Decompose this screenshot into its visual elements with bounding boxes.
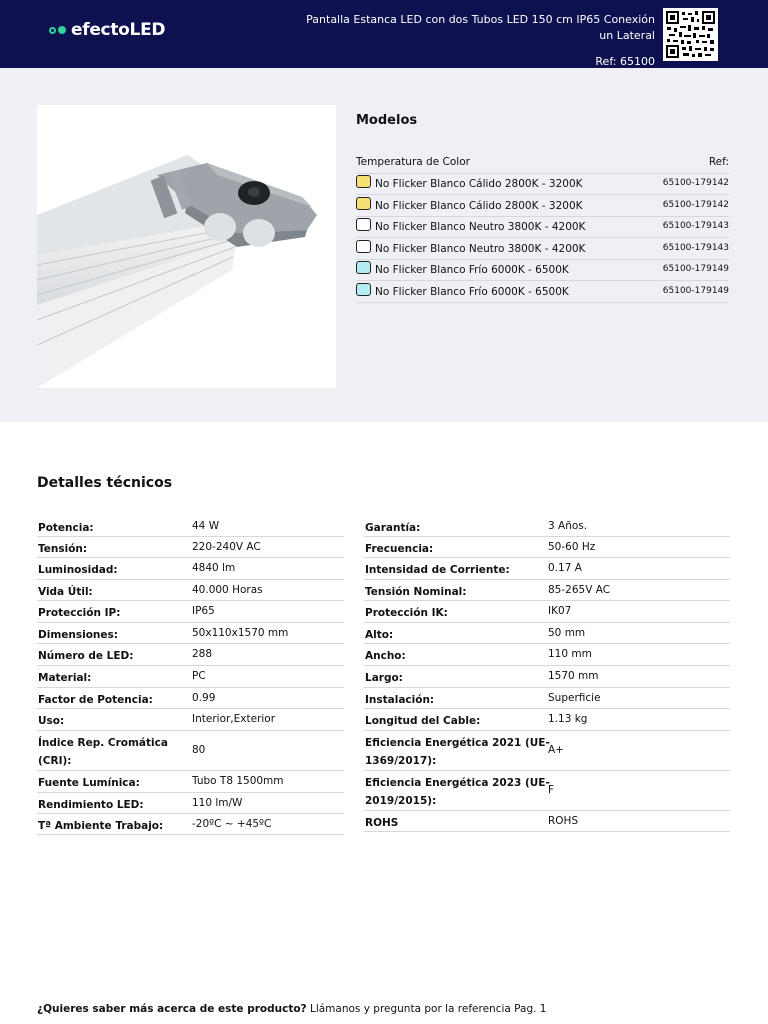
spec-label-line: Fuente Lumínica: xyxy=(38,777,140,789)
model-row[interactable] xyxy=(356,173,729,195)
model-name: No Flicker Blanco Cálido 2800K - 3200K xyxy=(375,200,583,212)
spec-value: Superficie xyxy=(548,691,601,704)
spec-row xyxy=(364,643,730,666)
spec-label xyxy=(38,734,168,770)
model-name: No Flicker Blanco Cálido 2800K - 3200K xyxy=(375,178,583,190)
spec-row xyxy=(364,515,730,537)
details-title: Detalles técnicos xyxy=(37,475,173,491)
spec-label-line: Tensión: xyxy=(38,542,88,555)
spec-row xyxy=(364,557,730,580)
spec-label xyxy=(38,561,118,579)
header xyxy=(0,0,768,68)
spec-value: IP65 xyxy=(192,605,215,617)
models-title: Modelos xyxy=(356,113,418,128)
spec-label xyxy=(38,669,91,687)
spec-row xyxy=(37,557,344,580)
spec-row xyxy=(37,708,344,731)
spec-label xyxy=(38,626,118,644)
spec-value: 110 lm/W xyxy=(192,796,243,809)
spec-value: PC xyxy=(192,670,206,682)
brand-logo[interactable] xyxy=(49,20,165,40)
color-swatch xyxy=(356,175,371,188)
models-col-color: Temperatura de Color xyxy=(356,156,470,168)
spec-label-line: Tª Ambiente Trabajo: xyxy=(38,819,164,832)
spec-label-line: Tensión Nominal: xyxy=(365,585,467,598)
spec-value: IK07 xyxy=(548,605,572,617)
model-ref: 65100-179149 xyxy=(662,264,729,274)
color-swatch xyxy=(356,283,371,296)
model-name: No Flicker Blanco Frío 6000K - 6500K xyxy=(375,286,569,298)
spec-label-line: (CRI): xyxy=(38,755,72,767)
spec-row xyxy=(364,730,730,771)
spec-label-line: Instalación: xyxy=(365,693,435,706)
spec-label xyxy=(38,540,87,558)
spec-row xyxy=(364,687,730,709)
spec-row xyxy=(37,687,344,709)
models-col-ref: Ref: xyxy=(708,156,729,168)
spec-row xyxy=(37,730,344,771)
spec-value: 0.99 xyxy=(192,691,216,704)
spec-label xyxy=(365,712,480,730)
spec-row xyxy=(37,770,344,793)
spec-label-line: 1369/2017): xyxy=(365,755,437,767)
color-swatch xyxy=(356,218,371,231)
spec-row xyxy=(37,515,344,537)
spec-label-line: Alto: xyxy=(365,628,394,641)
model-ref: 65100-179142 xyxy=(662,178,729,188)
model-ref: 65100-179149 xyxy=(662,286,729,296)
logo-dots-icon xyxy=(49,26,66,34)
spec-label xyxy=(38,519,94,537)
spec-label-line: Largo: xyxy=(365,672,403,684)
spec-label-line: Uso: xyxy=(38,715,65,727)
spec-value: 3 Años. xyxy=(548,519,588,532)
qr-code-icon xyxy=(663,8,718,61)
model-name: No Flicker Blanco Frío 6000K - 6500K xyxy=(375,264,569,276)
spec-label xyxy=(365,774,550,810)
spec-label xyxy=(365,583,466,601)
spec-value: 40.000 Horas xyxy=(192,583,263,596)
spec-label-line: Material: xyxy=(38,672,92,684)
model-ref: 65100-179143 xyxy=(662,243,729,253)
spec-label xyxy=(365,604,448,622)
model-name: No Flicker Blanco Neutro 3800K - 4200K xyxy=(375,221,586,233)
spec-label xyxy=(38,712,64,730)
spec-value: -20ºC ~ +45ºC xyxy=(192,817,272,830)
spec-row xyxy=(37,665,344,688)
footer-question: ¿Quieres saber más acerca de este producto? xyxy=(37,1003,307,1015)
spec-label-line: Frecuencia: xyxy=(365,542,434,555)
spec-row xyxy=(37,579,344,601)
spec-label-line: Factor de Potencia: xyxy=(38,693,153,706)
spec-value: 50 mm xyxy=(548,626,586,639)
spec-value: 4840 lm xyxy=(192,562,236,574)
model-row[interactable] xyxy=(356,216,729,238)
spec-value: 44 W xyxy=(192,519,220,532)
color-swatch xyxy=(356,197,371,210)
spec-row xyxy=(37,792,344,814)
spec-label-line: Garantía: xyxy=(365,521,421,534)
spec-label-line: Número de LED: xyxy=(38,650,134,662)
spec-label-line: Protección IP: xyxy=(38,607,121,619)
spec-label-line: Índice Rep. Cromática xyxy=(38,737,168,749)
spec-row xyxy=(37,813,344,835)
spec-row xyxy=(364,708,730,731)
spec-row xyxy=(37,536,344,558)
spec-value: 1.13 kg xyxy=(548,713,588,725)
spec-row xyxy=(364,622,730,644)
spec-label xyxy=(38,796,144,814)
spec-label xyxy=(38,691,153,709)
spec-value: 1570 mm xyxy=(548,670,599,682)
color-swatch xyxy=(356,240,371,253)
spec-label xyxy=(365,561,510,579)
spec-label-line: 2019/2015): xyxy=(365,795,437,807)
spec-label xyxy=(365,540,433,558)
product-image xyxy=(37,105,336,388)
models-header xyxy=(356,156,729,174)
spec-label-line: Dimensiones: xyxy=(38,628,118,641)
spec-value: 288 xyxy=(192,648,213,660)
spec-label xyxy=(365,626,393,644)
spec-label xyxy=(38,817,163,835)
spec-label xyxy=(38,604,120,622)
spec-label-line: Rendimiento LED: xyxy=(38,798,144,811)
spec-label-line: Vida Útil: xyxy=(38,585,93,598)
spec-row xyxy=(37,600,344,623)
spec-row xyxy=(364,665,730,688)
spec-label xyxy=(38,583,93,601)
spec-label-line: Intensidad de Corriente: xyxy=(365,564,510,576)
spec-label xyxy=(38,774,140,792)
spec-value: 110 mm xyxy=(548,648,592,660)
model-row[interactable] xyxy=(356,238,729,260)
spec-value: 50x110x1570 mm xyxy=(192,626,289,639)
model-row[interactable] xyxy=(356,259,729,281)
spec-value: 85-265V AC xyxy=(548,583,611,596)
spec-row xyxy=(364,600,730,623)
spec-row xyxy=(37,643,344,666)
spec-row xyxy=(364,536,730,558)
product-title: Pantalla Estanca LED con dos Tubos LED 150 cm IP65 Conexión un Lateral xyxy=(306,13,655,42)
footer-text: Llámanos y pregunta por la referencia Pag. 1 xyxy=(306,1003,547,1015)
spec-value: F xyxy=(548,784,555,796)
spec-value: A+ xyxy=(548,744,564,756)
spec-label xyxy=(38,647,133,665)
spec-label xyxy=(365,734,550,770)
brand-name: efectoLED xyxy=(71,20,166,40)
spec-label-line: Longitud del Cable: xyxy=(365,715,481,727)
spec-row xyxy=(364,579,730,601)
model-row[interactable] xyxy=(356,281,729,303)
spec-label-line: Potencia: xyxy=(38,521,94,534)
product-ref: Ref: 65100 xyxy=(595,55,655,68)
footer-note xyxy=(37,1003,546,1015)
spec-value: Interior,Exterior xyxy=(192,713,276,725)
spec-value: Tubo T8 1500mm xyxy=(192,775,284,787)
spec-row xyxy=(364,810,730,832)
spec-label-line: Luminosidad: xyxy=(38,564,118,576)
spec-value: 80 xyxy=(192,744,206,756)
spec-label xyxy=(365,647,406,665)
spec-value: ROHS xyxy=(548,814,579,827)
color-swatch xyxy=(356,261,371,274)
model-ref: 65100-179142 xyxy=(662,200,729,210)
spec-row xyxy=(364,770,730,811)
spec-label-line: Eficiencia Energética 2021 (UE- xyxy=(365,737,550,749)
spec-value: 50-60 Hz xyxy=(548,540,596,553)
spec-value: 220-240V AC xyxy=(192,540,261,553)
model-name: No Flicker Blanco Neutro 3800K - 4200K xyxy=(375,243,586,255)
model-row[interactable] xyxy=(356,195,729,217)
model-ref: 65100-179143 xyxy=(662,221,729,231)
spec-label-line: Ancho: xyxy=(365,650,406,662)
spec-label xyxy=(365,691,434,709)
spec-label xyxy=(365,814,398,832)
spec-value: 0.17 A xyxy=(548,562,582,574)
spec-label xyxy=(365,519,420,537)
spec-label-line: ROHS xyxy=(365,816,399,829)
spec-label xyxy=(365,669,403,687)
spec-label-line: Eficiencia Energética 2023 (UE- xyxy=(365,777,550,789)
spec-row xyxy=(37,622,344,644)
spec-label-line: Protección IK: xyxy=(365,607,448,619)
